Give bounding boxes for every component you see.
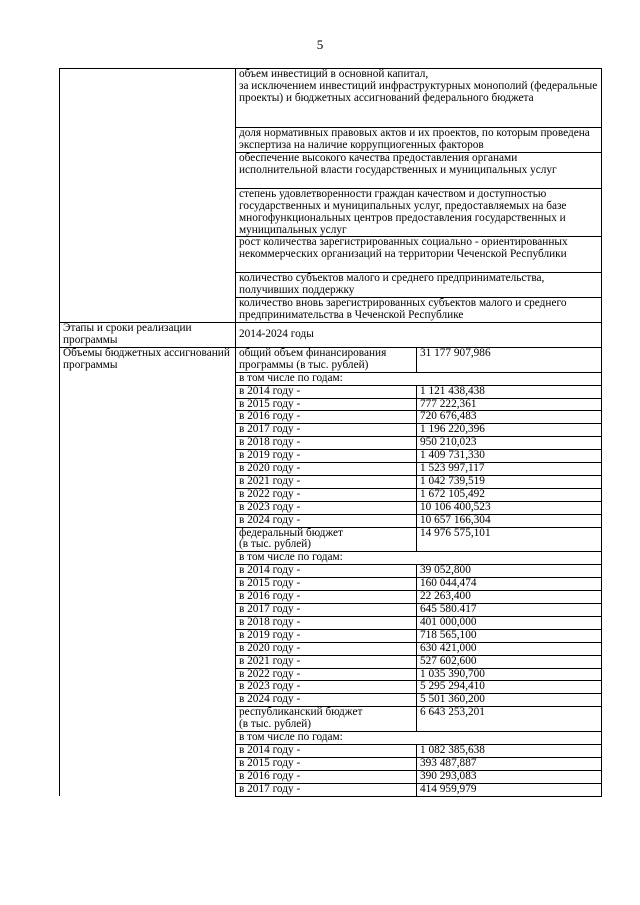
year-amount: 1 672 105,492 bbox=[417, 488, 602, 501]
year-amount: 10 657 166,304 bbox=[417, 514, 602, 527]
year-label: в 2014 году - bbox=[236, 565, 417, 578]
blank-label-cell bbox=[60, 398, 236, 411]
year-row bbox=[60, 437, 602, 450]
year-row bbox=[60, 744, 602, 757]
year-label: в 2024 году - bbox=[236, 694, 417, 707]
year-label: в 2014 году - bbox=[236, 385, 417, 398]
blank-label-cell bbox=[60, 732, 236, 745]
year-amount: 390 293,083 bbox=[417, 770, 602, 783]
blank-label-cell bbox=[60, 488, 236, 501]
year-label: в 2023 году - bbox=[236, 681, 417, 694]
year-row bbox=[60, 668, 602, 681]
republic-budget-value: 6 643 253,201 bbox=[417, 707, 602, 732]
year-row bbox=[60, 398, 602, 411]
funding-total-label: общий объем финансирования программы (в тыс. рублей) bbox=[236, 347, 417, 372]
blank-label-cell bbox=[60, 642, 236, 655]
year-label: в 2024 году - bbox=[236, 514, 417, 527]
year-amount: 22 263,400 bbox=[417, 591, 602, 604]
year-row bbox=[60, 463, 602, 476]
program-passport-table bbox=[59, 68, 602, 797]
blank-label-cell bbox=[60, 411, 236, 424]
republic-budget-label: республиканский бюджет (в тыс. рублей) bbox=[236, 707, 417, 732]
year-row bbox=[60, 514, 602, 527]
by-years-label: в том числе по годам: bbox=[236, 552, 602, 565]
blank-label-cell bbox=[60, 655, 236, 668]
year-amount: 5 295 294,410 bbox=[417, 681, 602, 694]
blank-label-cell bbox=[60, 450, 236, 463]
blank-label-cell bbox=[60, 629, 236, 642]
year-row bbox=[60, 770, 602, 783]
year-label: в 2015 году - bbox=[236, 578, 417, 591]
year-row bbox=[60, 424, 602, 437]
year-label: в 2016 году - bbox=[236, 411, 417, 424]
indicator-cell: количество субъектов малого и среднего предпринимательства, получивших поддержку bbox=[236, 273, 602, 298]
blank-label-cell bbox=[60, 424, 236, 437]
blank-label-cell bbox=[60, 783, 236, 796]
federal-budget-label: федеральный бюджет (в тыс. рублей) bbox=[236, 527, 417, 552]
year-amount: 718 565,100 bbox=[417, 629, 602, 642]
year-label: в 2016 году - bbox=[236, 591, 417, 604]
year-label: в 2015 году - bbox=[236, 398, 417, 411]
blank-label-cell bbox=[60, 501, 236, 514]
year-row bbox=[60, 642, 602, 655]
indicator-row bbox=[60, 69, 602, 128]
year-row bbox=[60, 629, 602, 642]
blank-label-cell bbox=[60, 514, 236, 527]
blank-label-cell bbox=[60, 565, 236, 578]
blank-label-cell bbox=[60, 372, 236, 385]
blank-label-cell bbox=[60, 681, 236, 694]
funding-total-row bbox=[60, 347, 602, 372]
stages-row bbox=[60, 323, 602, 348]
year-label: в 2019 году - bbox=[236, 450, 417, 463]
federal-budget-row bbox=[60, 527, 602, 552]
year-amount: 527 602,600 bbox=[417, 655, 602, 668]
year-row bbox=[60, 655, 602, 668]
by-years-row bbox=[60, 552, 602, 565]
blank-label-cell bbox=[60, 591, 236, 604]
year-amount: 10 106 400,523 bbox=[417, 501, 602, 514]
blank-label-cell bbox=[60, 744, 236, 757]
indicator-cell: рост количества зарегистрированных социально - ориентированных некоммерческих организаций на территории Чеченской Республики bbox=[236, 237, 602, 273]
page-number: 5 bbox=[316, 37, 324, 52]
indicator-cell: количество вновь зарегистрированных субъектов малого и среднего предпринимательства в Чеченской Республике bbox=[236, 298, 602, 323]
blank-label-cell bbox=[60, 707, 236, 732]
year-amount: 393 487,887 bbox=[417, 757, 602, 770]
year-label: в 2020 году - bbox=[236, 642, 417, 655]
indicator-cell: обеспечение высокого качества предоставления органами исполнительной власти государственных и муниципальных услуг bbox=[236, 152, 602, 188]
year-label: в 2020 году - bbox=[236, 463, 417, 476]
funding-total-value: 31 177 907,986 bbox=[417, 347, 602, 372]
year-label: в 2019 году - bbox=[236, 629, 417, 642]
blank-label-cell bbox=[60, 527, 236, 552]
year-amount: 1 409 731,330 bbox=[417, 450, 602, 463]
year-row bbox=[60, 591, 602, 604]
year-amount: 1 196 220,396 bbox=[417, 424, 602, 437]
indicator-cell: объем инвестиций в основной капитал, за исключением инвестиций инфраструктурных монополий (федеральные проекты) и бюджетных ассигнований федерального бюджета bbox=[236, 69, 602, 128]
year-amount: 777 222,361 bbox=[417, 398, 602, 411]
year-row bbox=[60, 565, 602, 578]
republic-budget-row bbox=[60, 707, 602, 732]
year-label: в 2017 году - bbox=[236, 424, 417, 437]
funding-label: Объемы бюджетных ассигнований программы bbox=[60, 347, 236, 372]
year-label: в 2022 году - bbox=[236, 668, 417, 681]
year-label: в 2015 году - bbox=[236, 757, 417, 770]
year-label: в 2022 году - bbox=[236, 488, 417, 501]
blank-label-cell bbox=[60, 385, 236, 398]
blank-label-cell bbox=[60, 552, 236, 565]
blank-label-cell bbox=[60, 463, 236, 476]
by-years-label: в том числе по годам: bbox=[236, 372, 602, 385]
indicator-cell: степень удовлетворенности граждан качеством и доступностью государственных и муниципальных услуг, предоставляемых на базе многофункциональных центров предоставления государственных и муниципальных услуг bbox=[236, 188, 602, 237]
year-amount: 5 501 360,200 bbox=[417, 694, 602, 707]
year-row bbox=[60, 450, 602, 463]
year-amount: 645 580.417 bbox=[417, 604, 602, 617]
year-amount: 950 210,023 bbox=[417, 437, 602, 450]
blank-label-cell bbox=[60, 770, 236, 783]
year-row bbox=[60, 385, 602, 398]
year-amount: 1 082 385,638 bbox=[417, 744, 602, 757]
year-row bbox=[60, 757, 602, 770]
stages-label: Этапы и сроки реализации программы bbox=[60, 323, 236, 348]
blank-label-cell bbox=[60, 616, 236, 629]
year-row bbox=[60, 475, 602, 488]
year-amount: 160 044,474 bbox=[417, 578, 602, 591]
blank-label-cell bbox=[60, 604, 236, 617]
year-row bbox=[60, 501, 602, 514]
year-row bbox=[60, 616, 602, 629]
year-amount: 1 523 997,117 bbox=[417, 463, 602, 476]
by-years-row bbox=[60, 732, 602, 745]
year-amount: 39 052,800 bbox=[417, 565, 602, 578]
year-label: в 2023 году - bbox=[236, 501, 417, 514]
year-row bbox=[60, 411, 602, 424]
stages-value: 2014-2024 годы bbox=[236, 323, 602, 348]
year-amount: 720 676,483 bbox=[417, 411, 602, 424]
year-label: в 2018 году - bbox=[236, 437, 417, 450]
year-amount: 1 042 739,519 bbox=[417, 475, 602, 488]
year-amount: 401 000,000 bbox=[417, 616, 602, 629]
by-years-label: в том числе по годам: bbox=[236, 732, 602, 745]
year-row bbox=[60, 604, 602, 617]
blank-label-cell bbox=[60, 475, 236, 488]
indicator-cell: доля нормативных правовых актов и их проектов, по которым проведена экспертиза на наличие коррупциогенных факторов bbox=[236, 128, 602, 153]
year-row bbox=[60, 578, 602, 591]
year-label: в 2016 году - bbox=[236, 770, 417, 783]
year-label: в 2021 году - bbox=[236, 655, 417, 668]
year-row bbox=[60, 488, 602, 501]
blank-label-cell bbox=[60, 757, 236, 770]
year-amount: 414 959,979 bbox=[417, 783, 602, 796]
federal-budget-value: 14 976 575,101 bbox=[417, 527, 602, 552]
year-label: в 2017 году - bbox=[236, 604, 417, 617]
blank-label-cell bbox=[60, 578, 236, 591]
indicators-label-cell bbox=[60, 69, 236, 323]
year-row bbox=[60, 694, 602, 707]
year-amount: 1 035 390,700 bbox=[417, 668, 602, 681]
year-label: в 2014 году - bbox=[236, 744, 417, 757]
blank-label-cell bbox=[60, 694, 236, 707]
year-label: в 2021 году - bbox=[236, 475, 417, 488]
blank-label-cell bbox=[60, 437, 236, 450]
year-row bbox=[60, 783, 602, 796]
year-label: в 2017 году - bbox=[236, 783, 417, 796]
by-years-row bbox=[60, 372, 602, 385]
year-amount: 1 121 438,438 bbox=[417, 385, 602, 398]
blank-label-cell bbox=[60, 668, 236, 681]
year-label: в 2018 году - bbox=[236, 616, 417, 629]
year-amount: 630 421,000 bbox=[417, 642, 602, 655]
year-row bbox=[60, 681, 602, 694]
